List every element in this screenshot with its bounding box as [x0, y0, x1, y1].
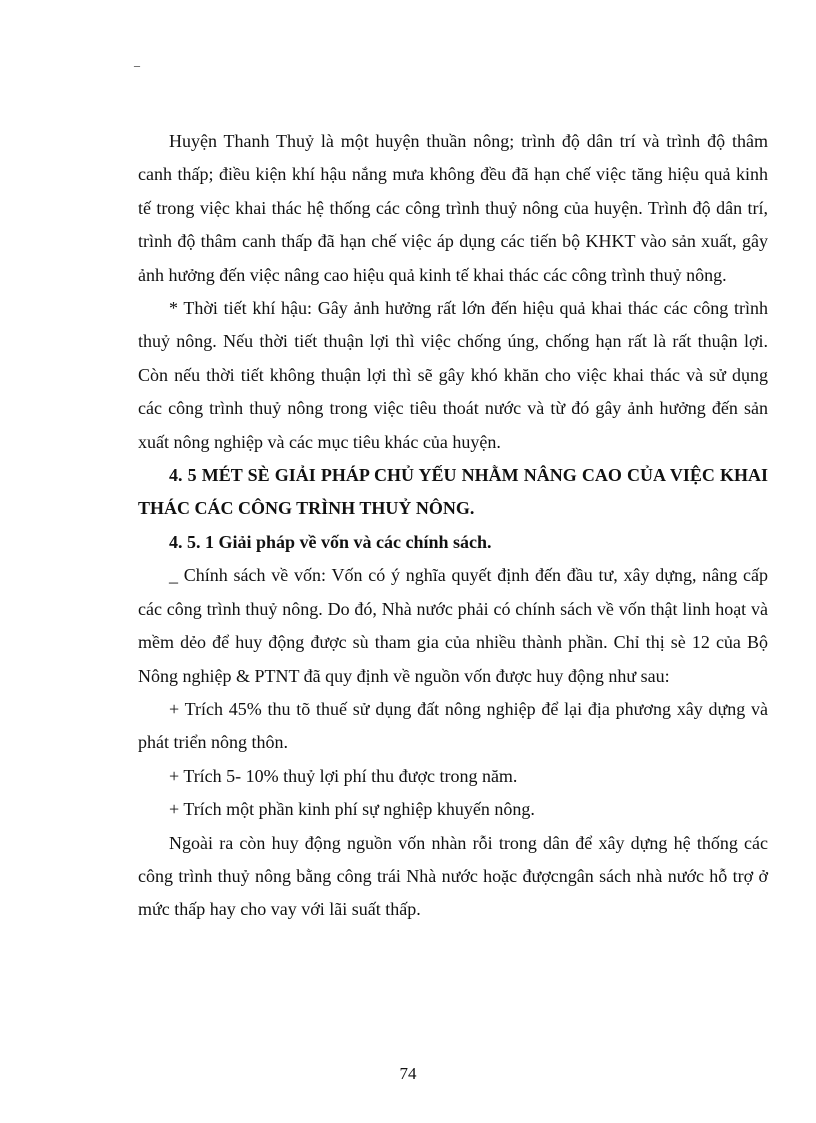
paragraph-thanh-thuy: Huyện Thanh Thuỷ là một huyện thuần nông; trình độ dân trí và trình độ thâm canh thấp; điều kiện khí hậu nắng mưa không đều đã hạn chế việc tăng hiệu quả kinh tế trong việc khai thác hệ thống các công trình thuỷ nông của huyện. Trình độ dân trí, trình độ thâm canh thấp đã hạn chế việc áp dụng các tiến bộ KHKT vào sản xuất, gây ảnh hưởng đến việc nâng cao hiệu quả kinh tế khai thác các công trình thuỷ nông. [138, 131, 768, 285]
list-item-5-10-percent: + Trích 5- 10% thuỷ lợi phí thu được trong năm. [169, 765, 518, 786]
subsection-heading-4-5-1: 4. 5. 1 Giải pháp về vốn và các chính sách. [169, 531, 492, 552]
page-number: 74 [399, 1064, 417, 1083]
paragraph-weather: * Thời tiết khí hậu: Gây ảnh hưởng rất lớn đến hiệu quả khai thác các công trình thuỷ nông. Nếu thời tiết thuận lợi thì việc chống úng, chống hạn rất là rất thuận lợi. Còn nếu thời tiết không thuận lợi thì sẽ gây khó khăn cho việc khai thác và sử dụng các công trình thuỷ nông trong việc tiêu thoát nước và từ đó gây ảnh hưởng đến sản xuất nông nghiệp và các mục tiêu khác của huyện. [138, 298, 768, 452]
list-item-extension-fund: + Trích một phần kinh phí sự nghiệp khuyến nông. [169, 799, 535, 820]
section-heading-4-5: 4. 5 MÉT SÈ GIẢI PHÁP CHỦ YẾU NHẰM NÂNG CAO CỦA VIỆC KHAI THÁC CÁC CÔNG TRÌNH THUỶ NÔNG. [138, 465, 768, 519]
top-mark: _ [134, 54, 140, 68]
list-item-45-percent: + Trích 45% thu tõ thuế sử dụng đất nông nghiệp để lại địa phương xây dựng và phát triển nông thôn. [138, 698, 768, 753]
paragraph-capital-policy: _ Chính sách về vốn: Vốn có ý nghĩa quyết định đến đầu tư, xây dựng, nâng cấp các công trình thuỷ nông. Do đó, Nhà nước phải có chính sách về vốn thật linh hoạt và mềm dẻo để huy động được sù tham gia của nhiều thành phần. Chỉ thị sè 12 của Bộ Nông nghiệp & PTNT đã quy định về nguồn vốn được huy động như sau: [138, 565, 768, 686]
page-body [138, 125, 768, 927]
paragraph-other-sources: Ngoài ra còn huy động nguồn vốn nhàn rỗi trong dân để xây dựng hệ thống các công trình thuỷ nông bằng công trái Nhà nước hoặc đượcngân sách nhà nước hỗ trợ ở mức thấp hay cho vay với lãi suất thấp. [138, 832, 768, 920]
